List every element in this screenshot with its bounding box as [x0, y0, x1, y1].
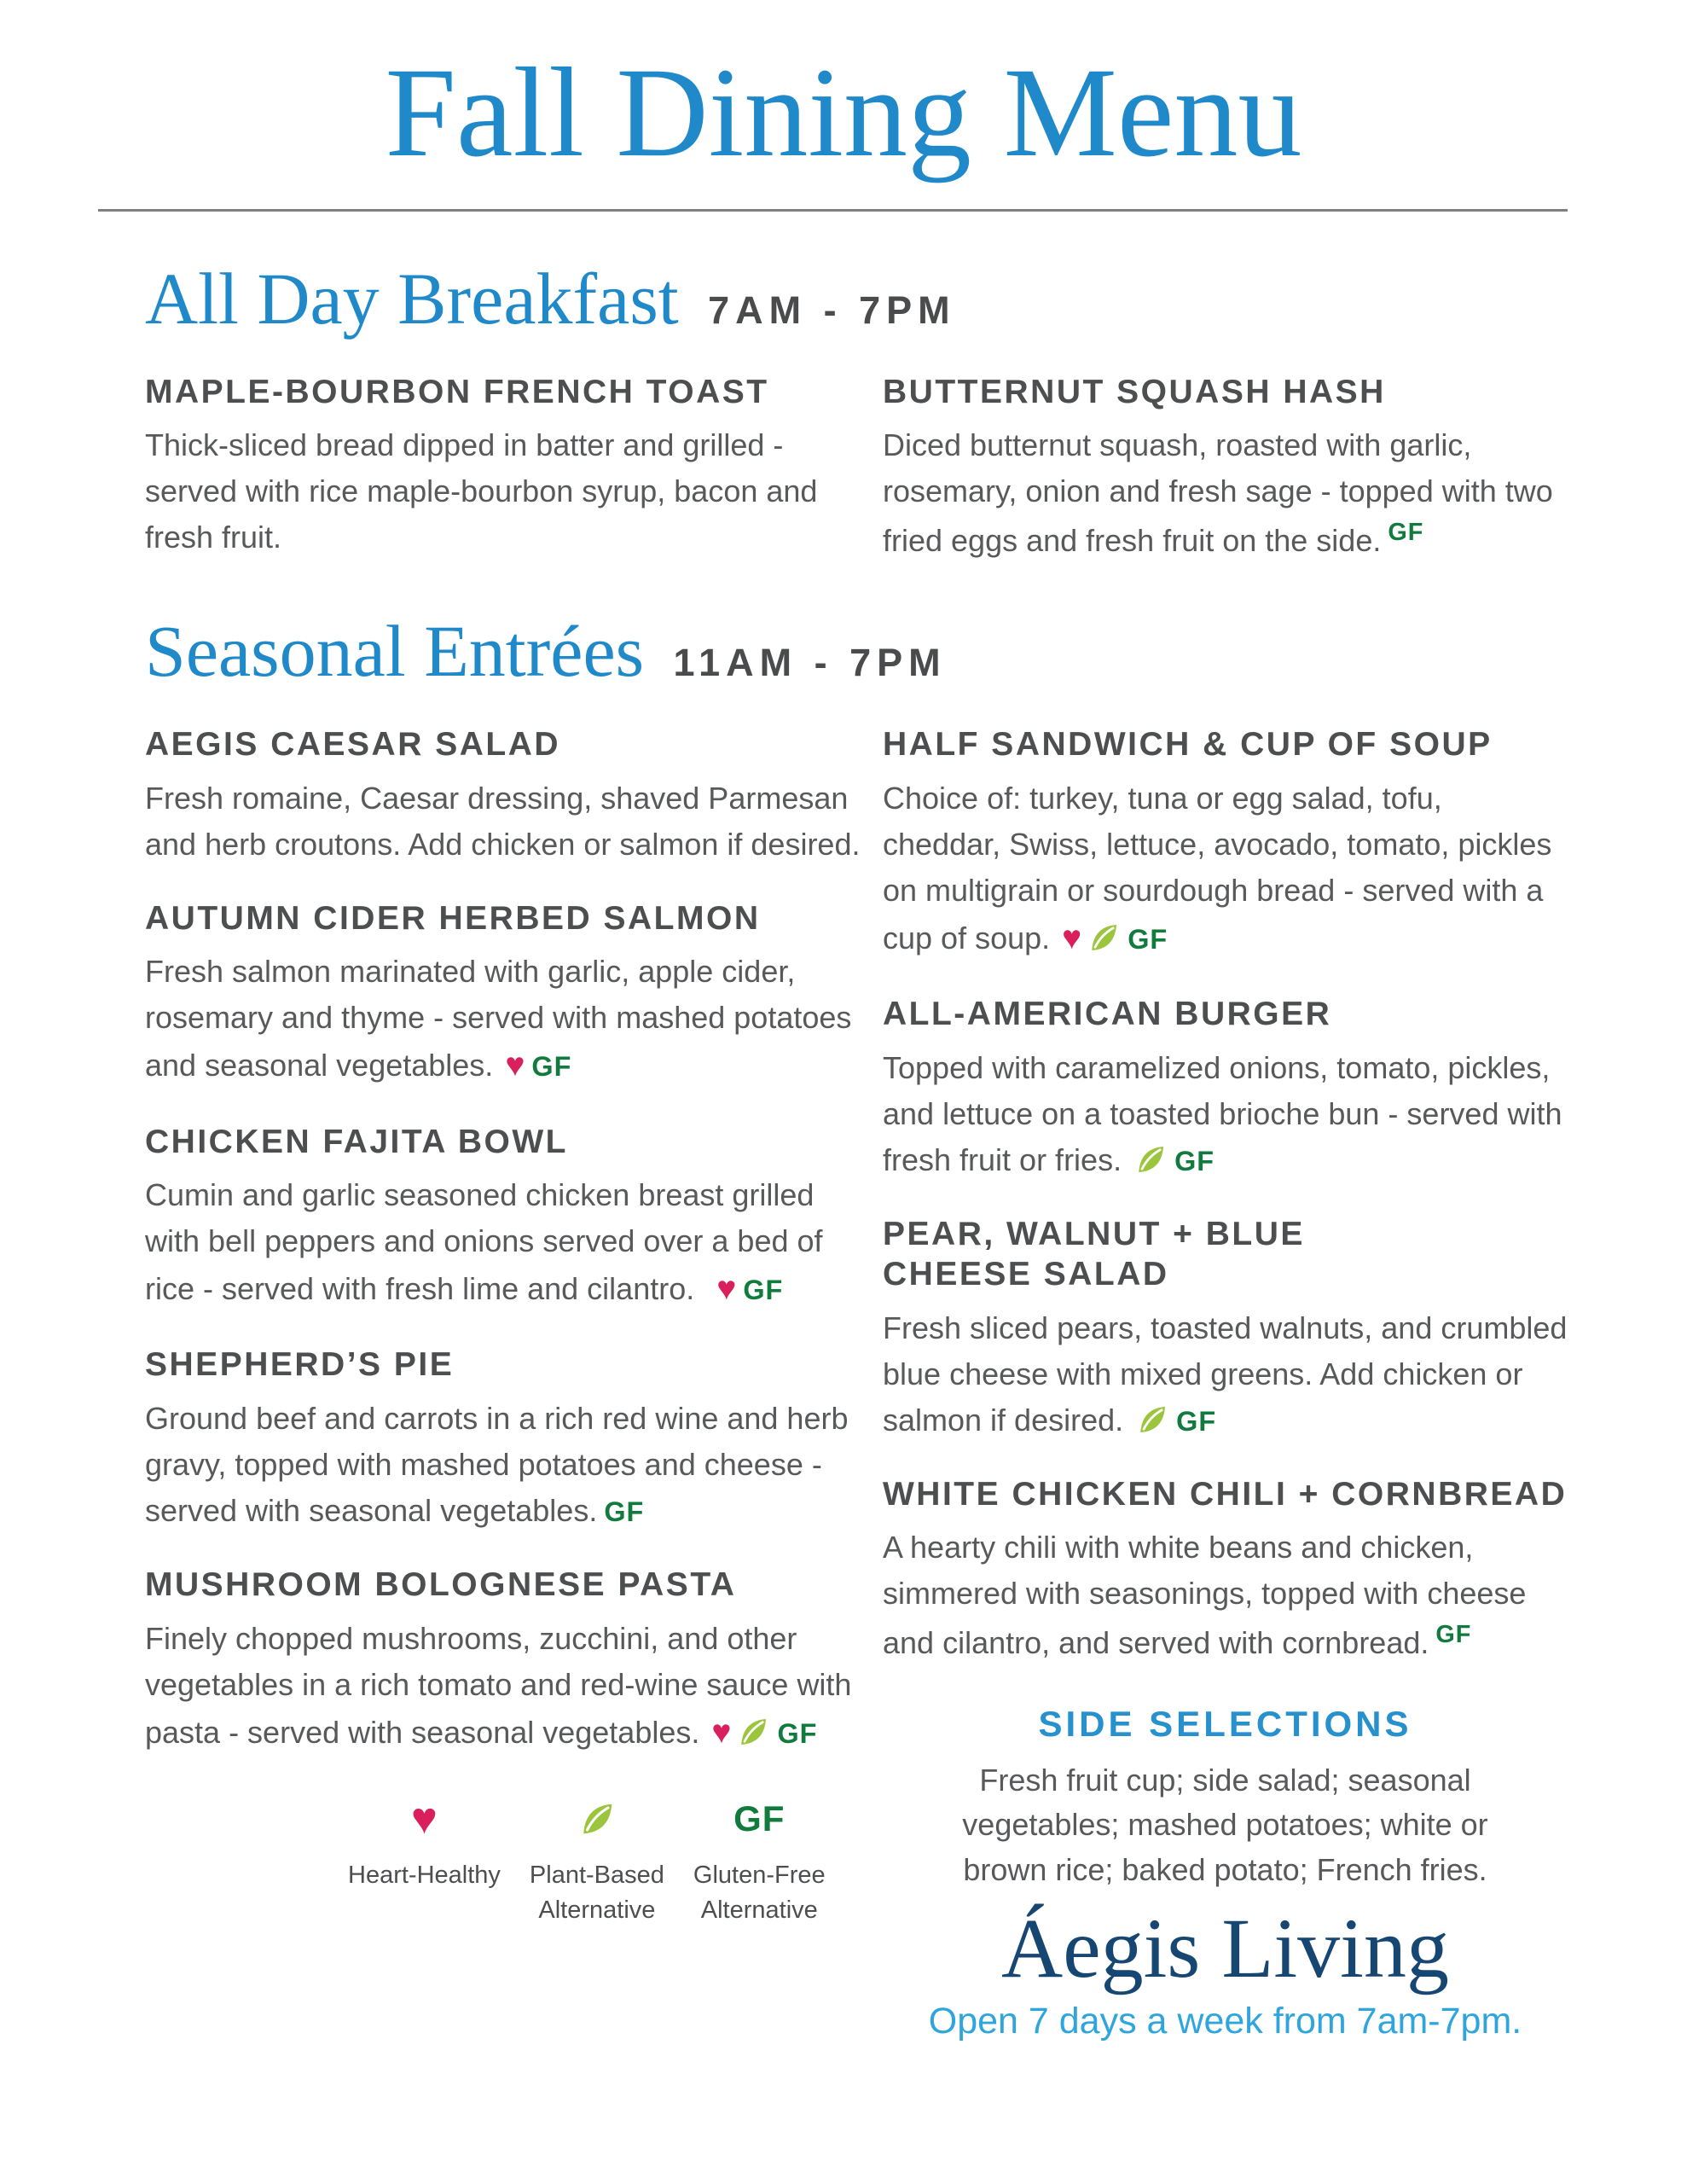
side-selections [883, 1704, 1568, 1892]
breakfast-heading: All Day Breakfast [145, 257, 679, 340]
menu-item-half-sandwich-cup-of-soup [883, 724, 1568, 963]
plant-based-icon [1135, 1403, 1169, 1437]
entrees-heading: Seasonal Entrées [145, 610, 645, 693]
plant-based-icon [1133, 1142, 1168, 1176]
gluten-free-icon: GF [1176, 1405, 1217, 1437]
menu-item-mushroom-bolognese-pasta [145, 1565, 866, 1757]
entrees-hours: 11AM - 7PM [673, 641, 947, 685]
menu-item-autumn-cider-herbed-salmon [145, 898, 866, 1091]
gluten-free-icon: GF [777, 1717, 818, 1749]
menu-item-chicken-fajita-bowl [145, 1122, 866, 1315]
gluten-free-icon: GF [1435, 1621, 1472, 1649]
legend-label: Gluten-Free Alternative [693, 1861, 826, 1924]
heart-healthy-icon: ♥ [1062, 919, 1082, 956]
side-selections-heading: SIDE SELECTIONS [1038, 1704, 1412, 1745]
menu-item-maple-bourbon-french-toast [145, 372, 866, 561]
plant-based-icon [577, 1799, 617, 1838]
aegis-living-logo: Áegis Living [1001, 1900, 1449, 1995]
menu-item-aegis-caesar-salad [145, 724, 866, 868]
item-name: PEAR, WALNUT + BLUE CHEESE SALAD [883, 1215, 1305, 1293]
plant-based-icon [736, 1715, 770, 1749]
gluten-free-icon: GF [1174, 1145, 1215, 1176]
item-desc: Fresh sliced pears, toasted walnuts, and crumbled blue cheese with mixed greens. Add chicken or salmon if desired. GF [883, 1310, 1568, 1438]
item-desc: Ground beef and carrots in a rich red wine and herb gravy, topped with mashed potatoes and cheese - served with seasonal vegetables. GF [145, 1401, 849, 1529]
dietary-legend [348, 1795, 866, 1927]
breakfast-hours: 7AM - 7PM [708, 288, 956, 332]
item-desc: Fresh salmon marinated with garlic, apple cider, rosemary and thyme - served with mashed potatoes and seasonal vegetables. ♥ GF [145, 954, 852, 1084]
item-name: AUTUMN CIDER HERBED SALMON [145, 899, 761, 937]
breakfast-grid [0, 341, 1687, 565]
breakfast-section-heading [145, 256, 1687, 341]
menu-item-all-american-burger [883, 994, 1568, 1183]
title-divider [98, 209, 1568, 212]
menu-item-shepherds-pie [145, 1345, 866, 1534]
item-desc: Cumin and garlic seasoned chicken breast grilled with bell peppers and onions served over a bed of rice - served with fresh lime and cilantro. ♥ GF [145, 1177, 823, 1308]
item-desc: Finely chopped mushrooms, zucchini, and other vegetables in a rich tomato and red-wine sauce with pasta - served with seasonal vegetables. ♥ GF [145, 1620, 852, 1751]
menu-item-white-chicken-chili-cornbread [883, 1474, 1568, 1667]
heart-healthy-icon: ♥ [711, 1713, 732, 1751]
legend-heart-healthy [348, 1795, 501, 1927]
item-desc: Choice of: turkey, tuna or egg salad, tofu, cheddar, Swiss, lettuce, avocado, tomato, pickles on multigrain or sourdough bread - served with a cup of soup. ♥ GF [883, 780, 1552, 956]
item-name: AEGIS CAESAR SALAD [145, 726, 561, 764]
entrees-grid [0, 694, 1687, 2042]
gluten-free-icon: GF [1388, 519, 1424, 547]
legend-label: Plant-Based Alternative [529, 1861, 664, 1924]
item-name: HALF SANDWICH & CUP OF SOUP [883, 726, 1493, 764]
plant-based-icon [1087, 921, 1121, 955]
open-hours-note: Open 7 days a week from 7am-7pm. [928, 2000, 1522, 2042]
item-name: MAPLE-BOURBON FRENCH TOAST [145, 373, 769, 410]
legend-label: Heart-Healthy [348, 1861, 501, 1889]
gluten-free-icon: GF [531, 1051, 572, 1083]
legend-gluten-free [693, 1795, 826, 1927]
side-selections-desc: Fresh fruit cup; side salad; seasonal vegetables; mashed potatoes; white or brown rice; baked potato; French fries. [962, 1763, 1488, 1887]
menu-item-pear-walnut-blue-cheese-salad [883, 1214, 1568, 1443]
heart-healthy-icon: ♥ [716, 1270, 737, 1308]
heart-healthy-icon: ♥ [411, 1793, 438, 1844]
heart-healthy-icon: ♥ [505, 1047, 525, 1084]
entrees-section-heading [145, 608, 1687, 694]
item-name: SHEPHERD’S PIE [145, 1346, 455, 1384]
gluten-free-icon: GF [604, 1496, 645, 1528]
item-name: MUSHROOM BOLOGNESE PASTA [145, 1566, 737, 1604]
gluten-free-icon: GF [743, 1275, 784, 1306]
item-name: BUTTERNUT SQUASH HASH [883, 373, 1386, 410]
legend-plant-based [530, 1795, 664, 1927]
item-desc: Diced butternut squash, roasted with garlic, rosemary, onion and fresh sage - topped with two fried eggs and fresh fruit on the side. $^{GF}$ [883, 427, 1553, 559]
menu-item-butternut-squash-hash [883, 372, 1568, 565]
page-title: Fall Dining Menu [385, 42, 1302, 183]
item-desc: Thick-sliced bread dipped in batter and grilled - served with rice maple-bourbon syrup, bacon and fresh fruit. [145, 427, 818, 555]
item-desc: Fresh romaine, Caesar dressing, shaved Parmesan and herb croutons. Add chicken or salmon if desired. [145, 780, 861, 862]
item-name: ALL-AMERICAN BURGER [883, 995, 1332, 1032]
item-desc: A hearty chili with white beans and chicken, simmered with seasonings, topped with cheese and cilantro, and served with cornbread. $^{GF}$ [883, 1530, 1527, 1661]
gluten-free-icon: GF [733, 1798, 786, 1838]
gluten-free-icon: GF [1128, 923, 1168, 955]
item-name: CHICKEN FAJITA BOWL [145, 1123, 568, 1160]
item-name: WHITE CHICKEN CHILI + CORNBREAD [883, 1475, 1568, 1513]
item-desc: Topped with caramelized onions, tomato, pickles, and lettuce on a toasted brioche bun - served with fresh fruit or fries. GF [883, 1049, 1562, 1177]
